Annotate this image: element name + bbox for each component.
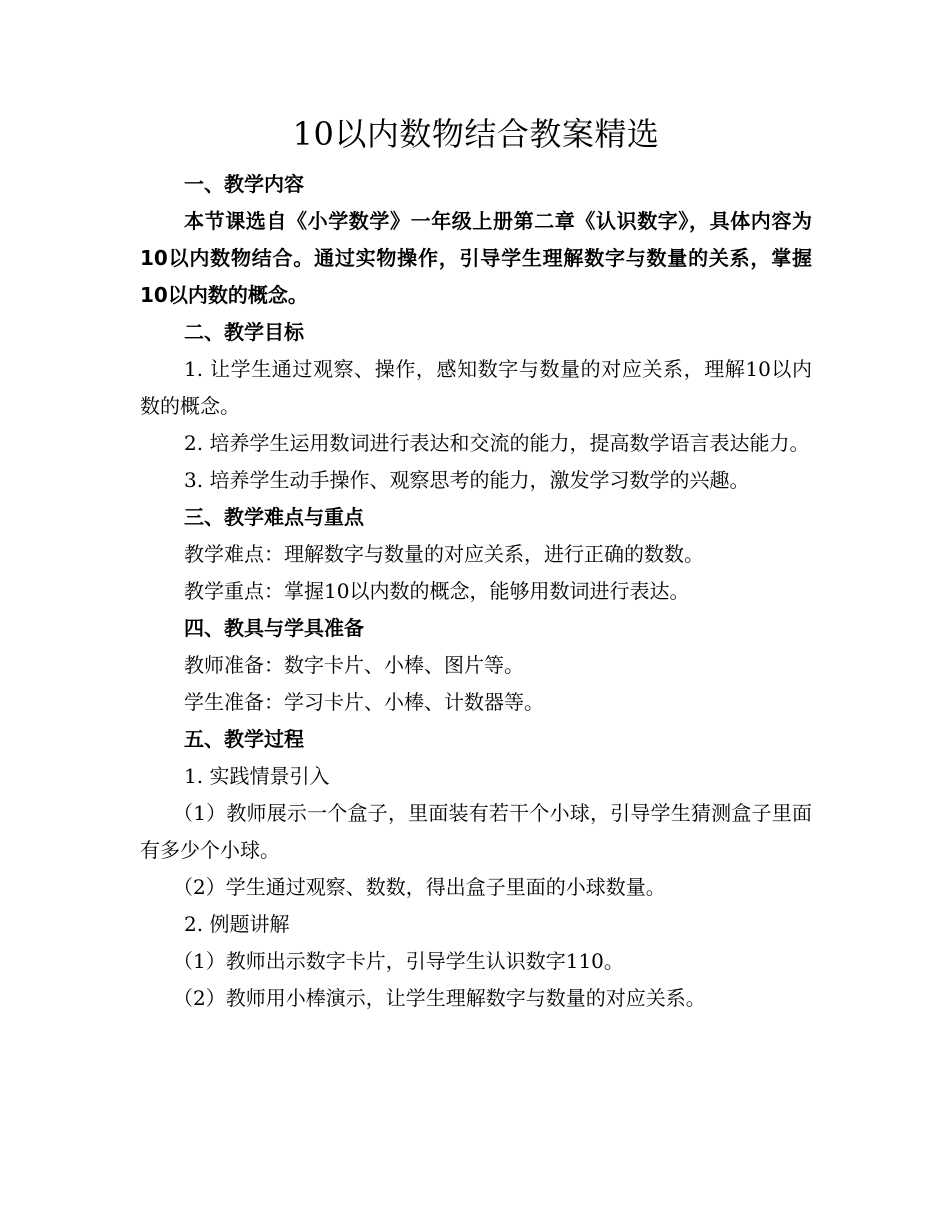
section-heading-goals: 二、教学目标 bbox=[184, 320, 304, 344]
process-step1-item-1: （1）教师展示一个盒子，里面装有若干个小球，引导学生猜测盒子里面有多少个小球。 bbox=[140, 801, 812, 862]
section-body-content: 本节课选自《小学数学》一年级上册第二章《认识数字》，具体内容为10以内数物结合。通过实物操作，引导学生理解数字与数量的关系，掌握10以内数的概念。 bbox=[140, 209, 812, 307]
document-title: 10以内数物结合教案精选 bbox=[292, 115, 660, 153]
process-step1-item-2: （2）学生通过观察、数数，得出盒子里面的小球数量。 bbox=[173, 875, 666, 899]
materials-student: 学生准备：学习卡片、小棒、计数器等。 bbox=[184, 690, 544, 714]
section-heading-content: 一、教学内容 bbox=[184, 172, 304, 196]
section-heading-key-points: 三、教学难点与重点 bbox=[184, 505, 364, 529]
process-step1-title: 1. 实践情景引入 bbox=[184, 764, 330, 788]
key-point-difficulty: 教学难点：理解数字与数量的对应关系，进行正确的数数。 bbox=[184, 542, 704, 566]
section-heading-process: 五、教学过程 bbox=[184, 727, 304, 751]
section-heading-materials: 四、教具与学具准备 bbox=[184, 616, 364, 640]
goal-item-3: 3. 培养学生动手操作、观察思考的能力，激发学习数学的兴趣。 bbox=[184, 468, 750, 492]
document-page bbox=[140, 112, 812, 1017]
materials-teacher: 教师准备：数字卡片、小棒、图片等。 bbox=[184, 653, 524, 677]
goal-item-1: 1. 让学生通过观察、操作，感知数字与数量的对应关系，理解10以内数的概念。 bbox=[140, 357, 812, 418]
process-step2-item-2: （2）教师用小棒演示，让学生理解数字与数量的对应关系。 bbox=[173, 986, 706, 1010]
process-step2-item-1: （1）教师出示数字卡片，引导学生认识数字110。 bbox=[173, 949, 624, 973]
process-step2-title: 2. 例题讲解 bbox=[184, 912, 290, 936]
key-point-focus: 教学重点：掌握10以内数的概念，能够用数词进行表达。 bbox=[184, 579, 690, 603]
goal-item-2: 2. 培养学生运用数词进行表达和交流的能力，提高数学语言表达能力。 bbox=[184, 431, 810, 455]
